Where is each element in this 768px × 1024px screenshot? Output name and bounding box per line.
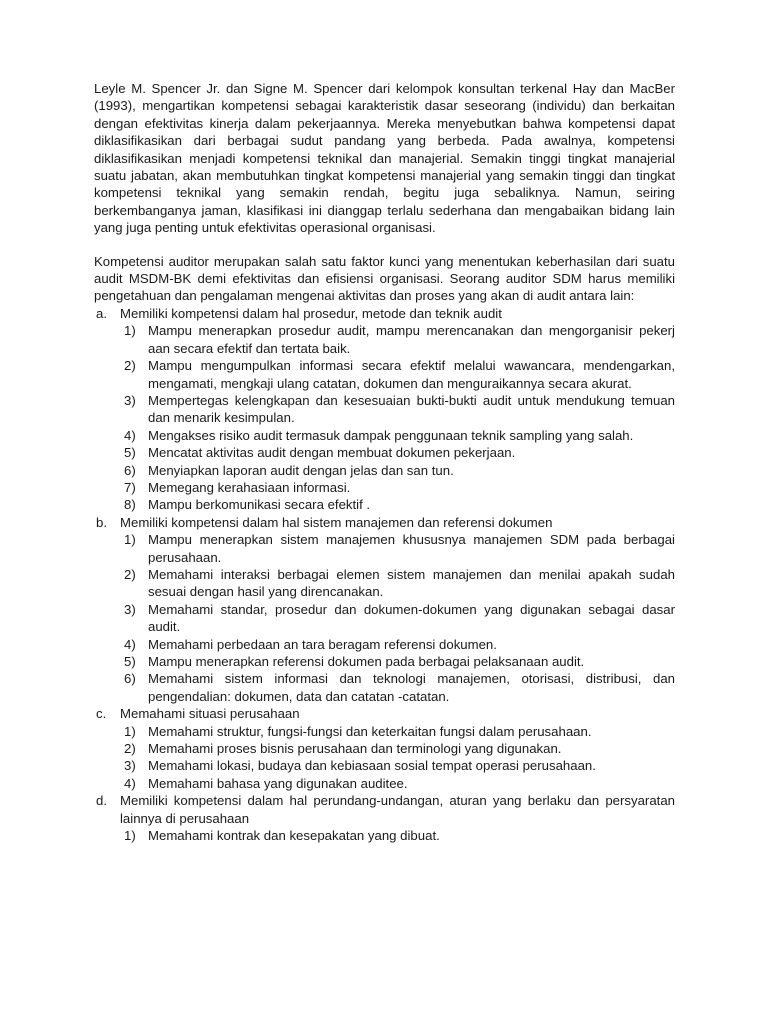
- list-item-marker: 4): [124, 636, 136, 652]
- list-item-marker: 2): [124, 566, 136, 582]
- section-title: Memahami situasi perusahaan: [120, 706, 300, 722]
- list-item-marker: 3): [124, 601, 136, 617]
- list-item-marker: 1): [124, 723, 136, 739]
- document-page: [94, 80, 675, 844]
- list-item: [120, 827, 675, 844]
- list-item-text: Menyiapkan laporan audit dengan jelas dan san tun.: [148, 462, 454, 478]
- list-item: [120, 636, 675, 653]
- intro-paragraph: Leyle M. Spencer Jr. dan Signe M. Spencer dari kelompok konsultan terkenal Hay dan MacBer (1993), mengartikan kompetensi sebagai karakteristik dasar seseorang (individu) dan berkaitan dengan efektivitas kinerja dalam pekerjaannya. Mereka menyebutkan bahwa kompetensi dapat diklasifikasikan dari berbagai sudut pandang yang berbeda. Pada awalnya, kompetensi diklasifikasikan menjadi kompetensi teknikal dan manajerial. Semakin tinggi tingkat manajerial suatu jabatan, akan membutuhkan tingkat kompetensi manajerial yang semakin tinggi dan tingkat kompetensi teknikal yang semakin rendah, begitu juga sebaliknya. Namun, seiring berkembanganya jaman, klasifikasi ini dianggap terlalu sederhana dan mengabaikan bidang lain yang juga penting untuk efektivitas operasional organisasi.: [94, 81, 675, 236]
- list-item: [120, 757, 675, 774]
- list-item-text: Mencatat aktivitas audit dengan membuat dokumen pekerjaan.: [148, 445, 516, 461]
- list-item-text: Memahami proses bisnis perusahaan dan terminologi yang digunakan.: [148, 741, 562, 757]
- list-item-text: Memahami standar, prosedur dan dokumen-dokumen yang digunakan sebagai dasar audit.: [148, 601, 675, 635]
- section-marker: b.: [96, 514, 107, 530]
- list-item-marker: 4): [124, 427, 136, 443]
- list-item: [120, 444, 675, 461]
- section-marker: a.: [96, 305, 107, 321]
- list-item-marker: 6): [124, 462, 136, 478]
- list-item: [120, 723, 675, 740]
- section-sub-list: [120, 322, 675, 513]
- list-item-text: Mampu menerapkan sistem manajemen khususnya manajemen SDM pada berbagai perusahaan.: [148, 532, 675, 565]
- section-sub-list: [120, 827, 675, 844]
- list-item: [120, 322, 675, 357]
- list-item-marker: 1): [124, 532, 136, 548]
- list-item: [120, 566, 675, 601]
- list-item-text: Memahami bahasa yang digunakan auditee.: [148, 775, 408, 791]
- list-item-text: Memahami kontrak dan kesepakatan yang dibuat.: [148, 828, 440, 844]
- list-item-text: Memahami struktur, fungsi-fungsi dan keterkaitan fungsi dalam perusahaan.: [148, 723, 592, 739]
- list-item-text: Mampu menerapkan prosedur audit, mampu merencanakan dan mengorganisir pekerj aan secara efektif dan tertata baik.: [148, 323, 675, 356]
- section-sub-list: [120, 723, 675, 793]
- list-item-marker: 5): [124, 654, 136, 669]
- list-item: [120, 740, 675, 757]
- list-item-text: Memegang kerahasiaan informasi.: [148, 479, 351, 495]
- list-item-marker: 7): [124, 479, 136, 495]
- list-item-text: Mampu berkomunikasi secara efektif .: [148, 497, 371, 513]
- list-item: [120, 775, 675, 792]
- list-item-marker: 2): [124, 741, 136, 757]
- list-item: [120, 427, 675, 444]
- section-title: Memiliki kompetensi dalam hal sistem manajemen dan referensi dokumen: [120, 514, 553, 530]
- list-item-marker: 2): [124, 358, 136, 374]
- section-item: [94, 705, 675, 792]
- list-item-text: Memahami lokasi, budaya dan kebiasaan sosial tempat operasi perusahaan.: [148, 758, 596, 774]
- list-item: [120, 653, 675, 670]
- list-item: [120, 479, 675, 496]
- list-item: [120, 601, 675, 636]
- section-marker: c.: [96, 706, 107, 722]
- list-item: [120, 462, 675, 479]
- list-item-text: Mengakses risiko audit termasuk dampak penggunaan teknik sampling yang salah.: [148, 427, 634, 443]
- list-item-marker: 1): [124, 828, 136, 844]
- list-item: [120, 392, 675, 427]
- list-item-text: Mempertegas kelengkapan dan kesesuaian bukti-bukti audit untuk mendukung temuan dan menarik kesimpulan.: [148, 392, 675, 426]
- section-title: Memiliki kompetensi dalam hal prosedur, metode dan teknik audit: [120, 305, 502, 321]
- section-item: [94, 305, 675, 514]
- list-item: [120, 531, 675, 566]
- list-item-marker: 6): [124, 671, 136, 687]
- list-item-text: Memahami perbedaan an tara beragam referensi dokumen.: [148, 636, 497, 652]
- section-item: [94, 792, 675, 844]
- auditor-competency-paragraph: Kompetensi auditor merupakan salah satu faktor kunci yang menentukan keberhasilan dari suatu audit MSDM-BK demi efektivitas dan efisiensi organisasi. Seorang auditor SDM harus memiliki pengetahuan dan pengalaman mengenai aktivitas dan proses yang akan di audit antara lain:: [94, 253, 675, 304]
- section-marker: d.: [96, 793, 107, 809]
- list-item: [120, 670, 675, 705]
- list-item: [120, 496, 675, 513]
- list-item-marker: 8): [124, 497, 136, 513]
- section-title: Memiliki kompetensi dalam hal perundang-undangan, aturan yang berlaku dan persyaratan lainnya di perusahaan: [120, 793, 675, 826]
- list-item-marker: 1): [124, 323, 136, 339]
- list-item: [120, 357, 675, 392]
- list-item-text: Mampu mengumpulkan informasi secara efektif melalui wawancara, mendengarkan, mengamati, mengkaji ulang catatan, dokumen dan menguraikannya secara akurat.: [148, 358, 675, 391]
- section-sub-list: [120, 531, 675, 705]
- list-item-marker: 3): [124, 392, 136, 408]
- list-item-text: Mampu menerapkan referensi dokumen pada berbagai pelaksanaan audit.: [148, 654, 585, 669]
- list-item-text: Memahami sistem informasi dan teknologi manajemen, otorisasi, distribusi, dan pengendalian: dokumen, data dan catatan -catatan.: [148, 671, 675, 704]
- section-item: [94, 514, 675, 705]
- list-item-marker: 3): [124, 758, 136, 774]
- list-item-text: Memahami interaksi berbagai elemen sistem manajemen dan menilai apakah sudah sesuai dengan hasil yang direncanakan.: [148, 566, 675, 600]
- list-item-marker: 4): [124, 775, 136, 791]
- list-item-marker: 5): [124, 445, 136, 461]
- competency-list: [94, 305, 675, 845]
